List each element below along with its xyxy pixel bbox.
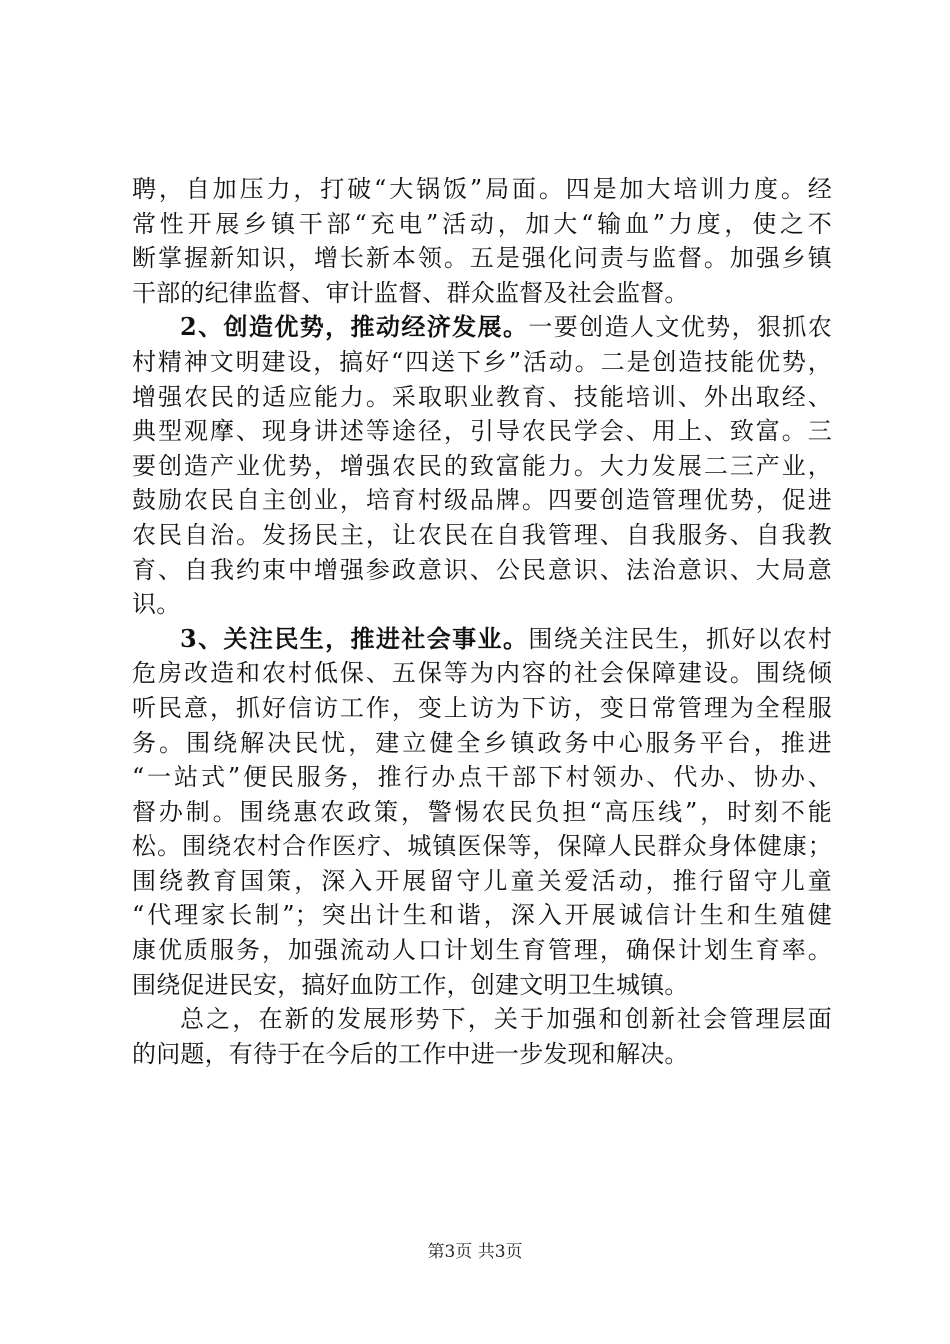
paragraph-4-line-2: 的问题，有待于在今后的工作中进一步发现和解决。 <box>132 1039 689 1068</box>
paragraph-3-line-1 <box>132 622 832 657</box>
paragraph-2-line-5: 要创造产业优势，增强农民的致富能力。大力发展二三产业， <box>132 451 832 480</box>
paragraph-3-line-8: 围绕教育国策，深入开展留守儿童关爱活动，推行留守儿童 <box>132 866 832 895</box>
paragraph-1-line-2: 常性开展乡镇干部“充电”活动，加大“输血”力度，使之不 <box>132 209 832 238</box>
paragraph-1-line-4: 干部的纪律监督、审计监督、群众监督及社会监督。 <box>132 278 689 307</box>
paragraph-1-line-3: 断掌握新知识，增长新本领。五是强化问责与监督。加强乡镇 <box>132 244 832 273</box>
paragraph-2-line-3: 增强农民的适应能力。采取职业教育、技能培训、外出取经、 <box>132 382 832 411</box>
paragraph-3-line-5: “一站式”便民服务，推行办点干部下村领办、代办、协办、 <box>132 763 832 792</box>
paragraph-2-line-7: 农民自治。发扬民主，让农民在自我管理、自我服务、自我教 <box>132 520 832 549</box>
paragraph-2-line-1 <box>132 310 832 345</box>
paragraph-1-line-1: 聘，自加压力，打破“大锅饭”局面。四是加大培训力度。经 <box>132 175 832 203</box>
paragraph-3-line-3: 听民意，抓好信访工作，变上访为下访，变日常管理为全程服 <box>132 693 832 722</box>
paragraph-2-line-2: 村精神文明建设，搞好“四送下乡”活动。二是创造技能优势， <box>132 347 832 376</box>
paragraph-3-line-7: 松。围绕农村合作医疗、城镇医保等，保障人民群众身体健康； <box>132 832 832 861</box>
paragraph-2-line-4: 典型观摩、现身讲述等途径，引导农民学会、用上、致富。三 <box>132 417 832 446</box>
page-number-footer: 第3页 共3页 <box>427 1242 523 1262</box>
paragraph-3-line-9: “代理家长制”；突出计生和谐，深入开展诚信计生和生殖健 <box>132 901 832 930</box>
paragraph-2-line-9: 识。 <box>132 590 181 619</box>
paragraph-4-line-1: 总之，在新的发展形势下，关于加强和创新社会管理层面 <box>180 1005 832 1034</box>
paragraph-3-line-2: 危房改造和农村低保、五保等为内容的社会保障建设。围绕倾 <box>132 659 832 688</box>
paragraph-3-line-4: 务。围绕解决民忧，建立健全乡镇政务中心服务平台，推进 <box>132 728 832 757</box>
document-body <box>132 172 832 1071</box>
paragraph-2-line-6: 鼓励农民自主创业，培育村级品牌。四要创造管理优势，促进 <box>132 486 832 515</box>
paragraph-2-line-8: 育、自我约束中增强参政意识、公民意识、法治意识、大局意 <box>132 555 832 584</box>
paragraph-3-line-11: 围绕促进民安，搞好血防工作，创建文明卫生城镇。 <box>132 970 689 999</box>
paragraph-3-line-6: 督办制。围绕惠农政策，警惕农民负担“高压线”，时刻不能 <box>132 797 832 826</box>
paragraph-3-line-1-text: 围绕关注民生，抓好以农村 <box>528 624 832 653</box>
paragraph-3-line-10: 康优质服务，加强流动人口计划生育管理，确保计划生育率。 <box>132 936 832 965</box>
paragraph-2-heading: 2、创造优势，推动经济发展。 <box>180 312 529 342</box>
paragraph-2-line-1-text: 一要创造人文优势，狠抓农 <box>528 313 832 342</box>
paragraph-3-heading: 3、关注民生，推进社会事业。 <box>180 623 529 653</box>
